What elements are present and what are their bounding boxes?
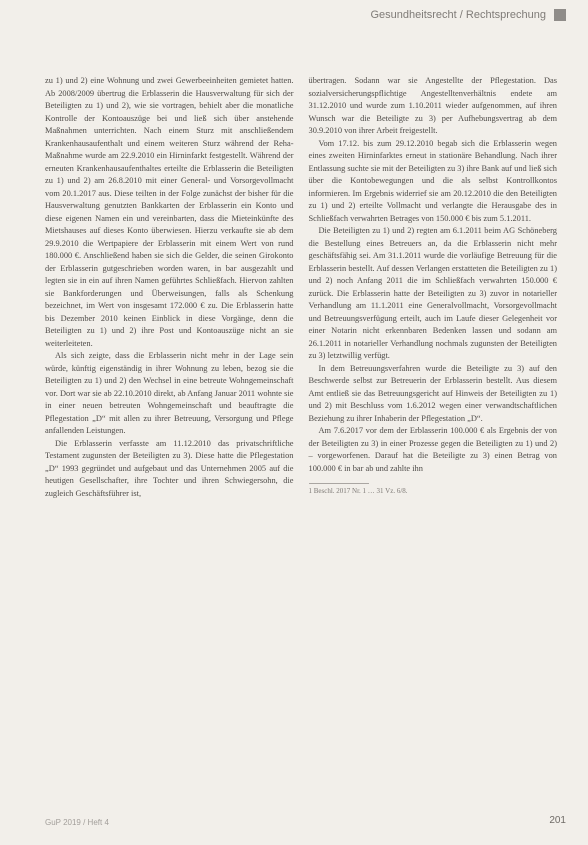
paragraph: Vom 17.12. bis zum 29.12.2010 begab sich die Erblasserin wegen eines zweiten Hirninfarktes erneut in stationäre Behandlung. Nach ihrer Entlassung suchte sie mit der Beteiligten zu 3) ihre Bank auf und ließ sich über die Kontobewegungen und die als selbst Kontrollkontos informieren. Im Ergebnis widerrief sie am 20.12.2010 die den Beteiligten zu 1) und 2) erteilte Vollmacht und verlangte die Herausgabe des in Schließfach verwahrten Betrages von 150.000 € bis zum 5.1.2011. <box>308 138 557 223</box>
footer-journal: GuP 2019 / Heft 4 <box>45 818 109 827</box>
page-number: 201 <box>549 815 566 826</box>
text-columns <box>45 75 557 500</box>
section-title: Gesundheitsrecht / Rechtsprechung <box>370 9 546 21</box>
paragraph: zu 1) und 2) eine Wohnung und zwei Gewerbeeinheiten gemietet hatten. Ab 2008/2009 übertrug die Erblasserin die Hausverwaltung für sich der Beteiligten zu 1) und 2), wie sie vortragen, behielt aber die monatliche Kontrolle der Kontoauszüge bei und ließ sich über anstehende Maßnahmen unterrichten. Nach einem Sturz mit anschließendem Krankenhausaufenthalt und einem weiteren Sturz während der Reha-Maßnahme wurde am 22.9.2010 ein Hirninfarkt festgestellt. Während der erneuten Krankenhausaufenthaltes erteilte die Erblasserin die Beteiligten zu 1) und 2) am 26.8.2010 mit einer General- und Vorsorgevollmacht vom 20.1.2017 aus. Diese teilten in der Folge zunächst der bisher für die Hausverwaltung genutzten Bankkarten der Erblasserin ein Konto und diese eigenen Namen ein und vereinbarten, dass die Mieteinkünfte des Mietshauses auf dieses Konto überwiesen. Hierzu verkaufte sie ab dem 29.9.2010 die Wertpapiere der Erblasserin mit einem Wert von rund 180.000 €. Anschließend haben sie sich die Gelder, die seinen Girokonto der Erblasserin gutgeschrieben worden waren, in bar ausgezahlt und legten sie in ein auf ihren Namen geführtes Schließfach. Hiervon zahlten sie Bankforderungen und Überweisungen, falls als Schenkung bezeichnet, im Wert von insgesamt 172.000 € zu. Die Erblasserin hatte bis Dezember 2010 keinen Einblick in diese Vorgänge, denn die Beteiligten zu 1) und 2) ihre Post und Kontoauszüge nicht an sie weiterleiteten. <box>45 76 294 348</box>
footnote-divider <box>309 483 369 484</box>
footnote: 1 Beschl. 2017 Nr. 1 … 31 Vz. 6/8. <box>308 487 408 495</box>
paragraph: Die Beteiligten zu 1) und 2) regten am 6.1.2011 beim AG Schöneberg die Bestellung eines Betreuers an, da die Erblasserin nicht mehr geschäftsfähig sei. Am 31.1.2011 wurde die vorläufige Betreuung für die Erblasserin bestellt. Auf dessen Verlangen erstatteten die Beteiligten zu 1) und 2) noch Anfang 2011 die im Schließfach verwahrten 150.000 € zurück. Die Erblasserin hatte der Beteiligten zu 3) zuvor in notarieller Verhandlung am 11.1.2011 eine Generalvollmacht, Vorsorgevollmacht und Betreuungsverfügung erteilt, auch im Laufe dieser Gelegenheit vor einer Notarin nicht erkennbaren Bedenken lassen und sodann am 26.1.2011 in notarieller Verhandlung nochmals zugunsten der Beteiligten zu 3) letztwillig verfügt. <box>308 226 557 360</box>
paragraph: übertragen. Sodann war sie Angestellte der Pflegestation. Das sozialversicherungspflichtige Angestelltenverhältnis endete am 31.12.2010 und wurde zum 1.10.2011 wieder aufgenommen, auf ihren Wunsch war die Beteiligte zu 3) per Aufhebungsvertrag ab dem 30.9.2010 von ihrer Arbeit freigestellt. <box>308 76 557 135</box>
paragraph: Als sich zeigte, dass die Erblasserin nicht mehr in der Lage sein würde, künftig eigenständig in ihrer Wohnung zu leben, bezog sie die Beteiligten zu 1) und 2) den Wechsel in eine betreute Wohngemeinschaft vor. Dort war sie ab 22.10.2010 direkt, ab Anfang Januar 2011 wohnte sie in einer neuen betreuten Wohngemeinschaft und beauftragte die Pflegestation „D“ mit allen zu ihrer Betreuung, Versorgung und Pflege anfallenden Leistungen. <box>45 351 294 435</box>
paragraph: Am 7.6.2017 vor dem der Erblasserin 100.000 € als Ergebnis der von der Beteiligten zu 3) in einer Prozesse gegen die Beteiligten zu 1) und 2) – vorgeworfenen. Darauf hat die Beteiligte zu 3) einen Betrag von 100.000 € in bar ab und zahlte ihn <box>308 426 557 473</box>
header-marker-icon <box>554 9 566 21</box>
paragraph: Die Erblasserin verfasste am 11.12.2010 das privatschriftliche Testament zugunsten der Beteiligten zu 3). Diese hatte die Pflegestation „D“ 1993 gegründet und aufgebaut und das Unternehmen 2005 auf die heutigen Gesellschafter, ihre Tochter und ihren Schwiegersohn, die zugleich Geschäftsführer ist, <box>45 438 294 498</box>
page-header <box>371 9 567 21</box>
right-column <box>309 75 558 500</box>
left-column <box>45 75 294 500</box>
paragraph: In dem Betreuungsverfahren wurde die Beteiligte zu 3) auf den Beschwerde selbst zur Betreuerin der Erblasserin bestellt. Aus diesem Amt entließ sie das Betreuungsgericht auf Hinweis der Beteiligten zu 1) und 2) mit Beschluss vom 1.6.2012 wegen einer verwandtschaftlichen Beziehung zu ihrer Inhaberin der Pflegestation „D“. <box>308 363 557 423</box>
